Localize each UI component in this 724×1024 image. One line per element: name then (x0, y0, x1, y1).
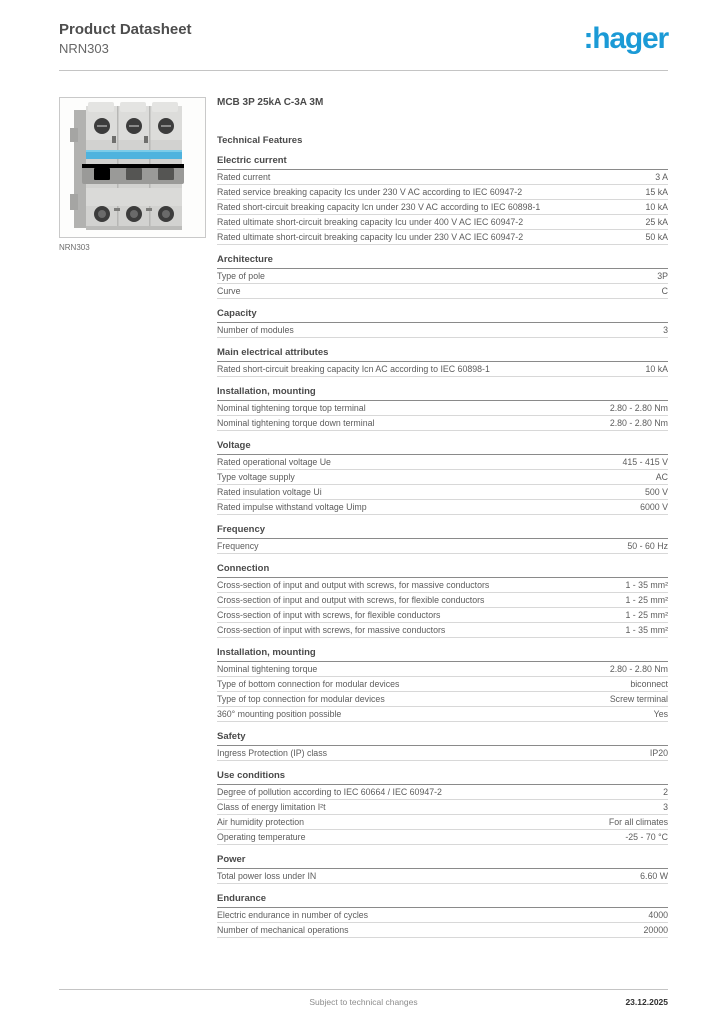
section-title: Architecture (217, 255, 668, 269)
spec-row (217, 608, 668, 623)
spec-label: Ingress Protection (IP) class (217, 748, 327, 758)
spec-row (217, 230, 668, 245)
header-divider (59, 70, 668, 71)
spec-value: C (661, 286, 668, 296)
spec-row (217, 908, 668, 923)
section-title: Safety (217, 732, 668, 746)
spec-label: Operating temperature (217, 832, 306, 842)
spec-value: 415 - 415 V (622, 457, 668, 467)
spec-value: 1 - 25 mm² (625, 595, 668, 605)
page-subtitle: NRN303 (59, 41, 109, 56)
spec-row (217, 578, 668, 593)
product-image (59, 97, 206, 238)
mcb-product-illustration (60, 98, 205, 237)
spec-section (217, 771, 668, 845)
page-title: Product Datasheet (59, 21, 192, 38)
spec-sections (217, 156, 668, 938)
spec-row (217, 815, 668, 830)
spec-value: 20000 (643, 925, 668, 935)
spec-label: Number of mechanical operations (217, 925, 349, 935)
spec-label: Air humidity protection (217, 817, 305, 827)
spec-row (217, 470, 668, 485)
spec-label: Cross-section of input with screws, for massive conductors (217, 625, 446, 635)
spec-row (217, 707, 668, 722)
spec-row (217, 455, 668, 470)
spec-value: 1 - 35 mm² (625, 625, 668, 635)
spec-value: 6.60 W (640, 871, 668, 881)
hager-logo (584, 24, 669, 54)
logo-colon: : (583, 22, 593, 55)
spec-section (217, 348, 668, 377)
spec-label: Curve (217, 286, 241, 296)
spec-row (217, 800, 668, 815)
spec-row (217, 677, 668, 692)
spec-row (217, 284, 668, 299)
section-title: Connection (217, 564, 668, 578)
spec-value: 6000 V (640, 502, 668, 512)
spec-label: Type of top connection for modular devices (217, 694, 385, 704)
header-titles (59, 21, 192, 56)
spec-section (217, 441, 668, 515)
spec-value: biconnect (630, 679, 668, 689)
section-title: Main electrical attributes (217, 348, 668, 362)
spec-value: 2 (663, 787, 668, 797)
spec-row (217, 362, 668, 377)
spec-value: For all climates (608, 817, 668, 827)
spec-section (217, 387, 668, 431)
product-image-column (59, 97, 206, 938)
spec-label: Rated ultimate short-circuit breaking capacity Icu under 400 V AC IEC 60947-2 (217, 217, 524, 227)
spec-value: 1 - 35 mm² (625, 580, 668, 590)
spec-row (217, 401, 668, 416)
spec-value: -25 - 70 °C (625, 832, 668, 842)
spec-label: Nominal tightening torque down terminal (217, 418, 375, 428)
section-title: Power (217, 855, 668, 869)
spec-column (217, 97, 668, 938)
spec-row (217, 869, 668, 884)
spec-label: Rated ultimate short-circuit breaking capacity Icu under 230 V AC IEC 60947-2 (217, 232, 524, 242)
spec-label: Nominal tightening torque top terminal (217, 403, 366, 413)
spec-label: Electric endurance in number of cycles (217, 910, 369, 920)
footer-note: Subject to technical changes (309, 997, 418, 1007)
spec-label: Frequency (217, 541, 259, 551)
spec-label: 360° mounting position possible (217, 709, 342, 719)
spec-value: 1 - 25 mm² (625, 610, 668, 620)
spec-label: Rated current (217, 172, 271, 182)
spec-value: Yes (653, 709, 668, 719)
spec-value: 50 - 60 Hz (627, 541, 668, 551)
spec-label: Cross-section of input and output with screws, for flexible conductors (217, 595, 485, 605)
spec-value: AC (655, 472, 668, 482)
spec-value: Screw terminal (609, 694, 668, 704)
spec-label: Type voltage supply (217, 472, 295, 482)
spec-row (217, 269, 668, 284)
spec-row (217, 623, 668, 638)
section-title: Capacity (217, 309, 668, 323)
section-title: Installation, mounting (217, 387, 668, 401)
page-header (59, 21, 668, 56)
spec-value: 3 (663, 802, 668, 812)
spec-label: Rated insulation voltage Ui (217, 487, 322, 497)
spec-section (217, 156, 668, 245)
spec-label: Rated service breaking capacity Ics under 230 V AC according to IEC 60947-2 (217, 187, 523, 197)
spec-label: Rated operational voltage Ue (217, 457, 331, 467)
page-footer (59, 989, 668, 1007)
spec-value: 15 kA (645, 187, 668, 197)
spec-label: Total power loss under IN (217, 871, 317, 881)
spec-row (217, 215, 668, 230)
spec-section (217, 855, 668, 884)
spec-section (217, 894, 668, 938)
spec-label: Cross-section of input with screws, for flexible conductors (217, 610, 441, 620)
spec-value: 50 kA (645, 232, 668, 242)
section-title: Electric current (217, 156, 668, 170)
spec-label: Type of bottom connection for modular devices (217, 679, 400, 689)
spec-value: 2.80 - 2.80 Nm (609, 418, 668, 428)
spec-value: 3 (663, 325, 668, 335)
spec-section (217, 255, 668, 299)
spec-section (217, 648, 668, 722)
section-title: Voltage (217, 441, 668, 455)
spec-row (217, 200, 668, 215)
spec-value: 3P (657, 271, 668, 281)
spec-row (217, 539, 668, 554)
spec-label: Number of modules (217, 325, 294, 335)
spec-label: Rated impulse withstand voltage Uimp (217, 502, 367, 512)
logo-wordmark: hager (592, 22, 668, 55)
spec-value: 10 kA (645, 202, 668, 212)
spec-row (217, 500, 668, 515)
product-image-caption: NRN303 (59, 243, 90, 252)
spec-label: Class of energy limitation I²t (217, 802, 326, 812)
spec-section (217, 564, 668, 638)
spec-value: IP20 (649, 748, 668, 758)
section-title: Use conditions (217, 771, 668, 785)
spec-label: Type of pole (217, 271, 265, 281)
product-title: MCB 3P 25kA C-3A 3M (217, 97, 324, 108)
content-area (59, 97, 668, 938)
spec-label: Rated short-circuit breaking capacity Icn AC according to IEC 60898-1 (217, 364, 490, 374)
spec-section (217, 309, 668, 338)
spec-value: 10 kA (645, 364, 668, 374)
spec-row (217, 692, 668, 707)
spec-value: 2.80 - 2.80 Nm (609, 403, 668, 413)
section-title: Endurance (217, 894, 668, 908)
spec-row (217, 485, 668, 500)
spec-row (217, 416, 668, 431)
spec-value: 500 V (645, 487, 668, 497)
spec-label: Degree of pollution according to IEC 60664 / IEC 60947-2 (217, 787, 442, 797)
spec-value: 2.80 - 2.80 Nm (609, 664, 668, 674)
spec-row (217, 746, 668, 761)
spec-row (217, 185, 668, 200)
spec-row (217, 923, 668, 938)
spec-row (217, 785, 668, 800)
section-title: Installation, mounting (217, 648, 668, 662)
spec-value: 4000 (648, 910, 668, 920)
spec-row (217, 830, 668, 845)
spec-row (217, 323, 668, 338)
spec-label: Nominal tightening torque (217, 664, 318, 674)
spec-row (217, 170, 668, 185)
spec-row (217, 593, 668, 608)
spec-row (217, 662, 668, 677)
spec-value: 3 A (655, 172, 668, 182)
spec-section (217, 525, 668, 554)
spec-label: Cross-section of input and output with screws, for massive conductors (217, 580, 490, 590)
technical-features-heading: Technical Features (217, 135, 303, 146)
section-title: Frequency (217, 525, 668, 539)
spec-label: Rated short-circuit breaking capacity Icn under 230 V AC according to IEC 60898-1 (217, 202, 541, 212)
footer-date: 23.12.2025 (625, 997, 668, 1007)
spec-section (217, 732, 668, 761)
spec-value: 25 kA (645, 217, 668, 227)
